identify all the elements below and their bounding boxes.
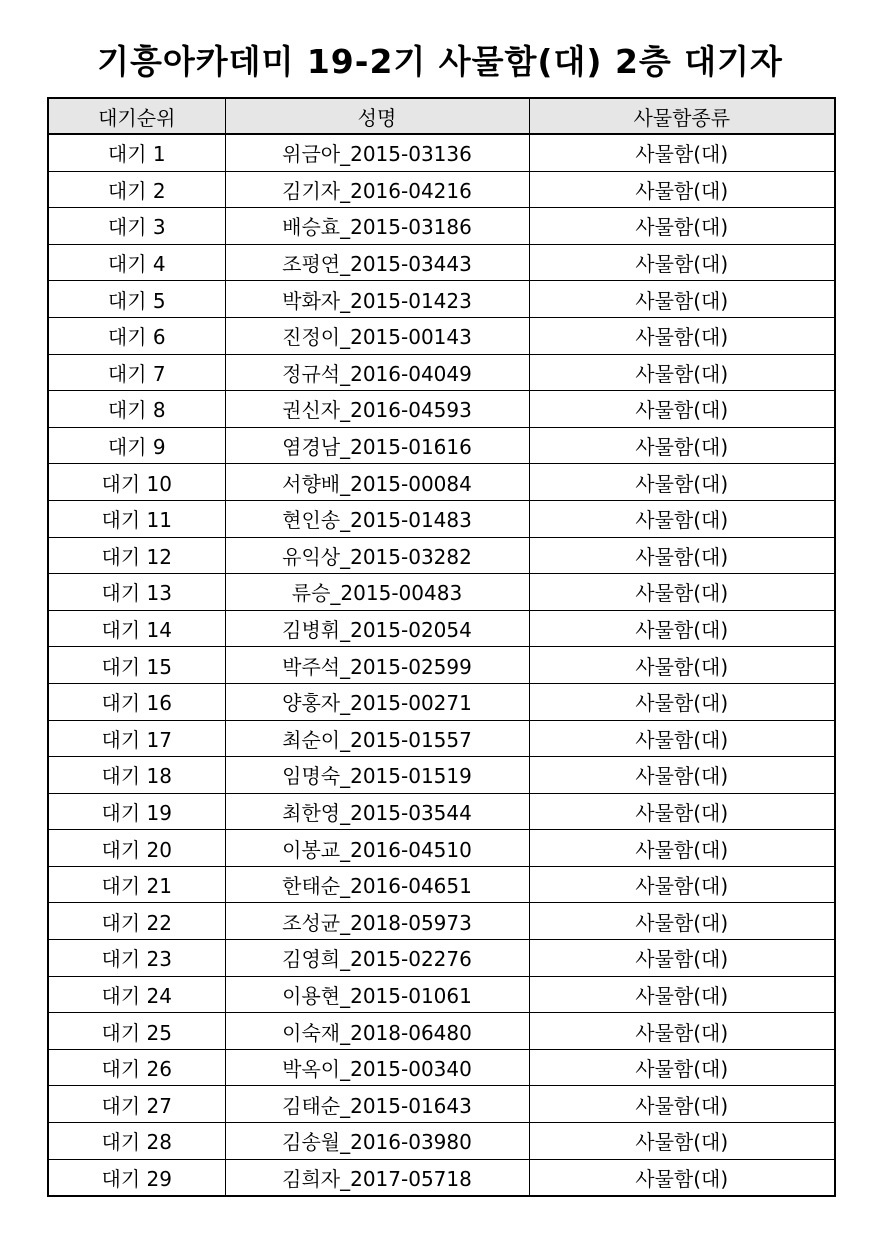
table-row [48,208,835,245]
header-name: 성명 [225,98,529,134]
cell-locker-type: 사물함(대) [529,757,835,794]
cell-name: 양홍자_2015-00271 [225,683,529,720]
cell-rank: 대기 3 [48,208,225,245]
cell-rank: 대기 4 [48,244,225,281]
cell-rank: 대기 11 [48,500,225,537]
table-row [48,537,835,574]
table-row [48,610,835,647]
cell-locker-type: 사물함(대) [529,134,835,171]
cell-locker-type: 사물함(대) [529,574,835,611]
table-row [48,1159,835,1196]
header-locker-type: 사물함종류 [529,98,835,134]
cell-locker-type: 사물함(대) [529,830,835,867]
table-row [48,500,835,537]
table-row [48,427,835,464]
cell-rank: 대기 17 [48,720,225,757]
cell-name: 현인송_2015-01483 [225,500,529,537]
cell-locker-type: 사물함(대) [529,903,835,940]
cell-name: 위금아_2015-03136 [225,134,529,171]
waitlist-table [47,97,836,1197]
table-row [48,903,835,940]
cell-locker-type: 사물함(대) [529,354,835,391]
cell-rank: 대기 25 [48,1013,225,1050]
cell-rank: 대기 1 [48,134,225,171]
cell-locker-type: 사물함(대) [529,171,835,208]
cell-locker-type: 사물함(대) [529,1159,835,1196]
cell-locker-type: 사물함(대) [529,1086,835,1123]
cell-rank: 대기 13 [48,574,225,611]
cell-name: 배승효_2015-03186 [225,208,529,245]
cell-locker-type: 사물함(대) [529,208,835,245]
cell-locker-type: 사물함(대) [529,976,835,1013]
cell-name: 임명숙_2015-01519 [225,757,529,794]
cell-name: 류승_2015-00483 [225,574,529,611]
cell-name: 김태순_2015-01643 [225,1086,529,1123]
cell-locker-type: 사물함(대) [529,464,835,501]
cell-name: 박주석_2015-02599 [225,647,529,684]
header-row [48,98,835,134]
page-title: 기흥아카데미 19-2기 사물함(대) 2층 대기자 [97,42,783,81]
cell-locker-type: 사물함(대) [529,1123,835,1160]
cell-rank: 대기 16 [48,683,225,720]
table-row [48,391,835,428]
cell-name: 조성균_2018-05973 [225,903,529,940]
table-header [48,98,835,134]
cell-locker-type: 사물함(대) [529,1049,835,1086]
table-row [48,683,835,720]
cell-locker-type: 사물함(대) [529,500,835,537]
cell-name: 김기자_2016-04216 [225,171,529,208]
cell-locker-type: 사물함(대) [529,683,835,720]
table-row [48,574,835,611]
cell-name: 한태순_2016-04651 [225,866,529,903]
table-row [48,1086,835,1123]
table-body [48,134,835,1196]
cell-locker-type: 사물함(대) [529,940,835,977]
table-row [48,940,835,977]
cell-name: 최순이_2015-01557 [225,720,529,757]
cell-rank: 대기 15 [48,647,225,684]
cell-name: 정규석_2016-04049 [225,354,529,391]
cell-locker-type: 사물함(대) [529,610,835,647]
table-row [48,1013,835,1050]
table-row [48,757,835,794]
table-row [48,866,835,903]
cell-name: 진정이_2015-00143 [225,317,529,354]
cell-rank: 대기 21 [48,866,225,903]
cell-rank: 대기 29 [48,1159,225,1196]
cell-locker-type: 사물함(대) [529,866,835,903]
cell-rank: 대기 24 [48,976,225,1013]
cell-rank: 대기 9 [48,427,225,464]
cell-rank: 대기 28 [48,1123,225,1160]
cell-locker-type: 사물함(대) [529,391,835,428]
cell-name: 권신자_2016-04593 [225,391,529,428]
table-row [48,354,835,391]
cell-name: 박화자_2015-01423 [225,281,529,318]
cell-name: 박옥이_2015-00340 [225,1049,529,1086]
cell-name: 조평연_2015-03443 [225,244,529,281]
cell-name: 염경남_2015-01616 [225,427,529,464]
cell-rank: 대기 20 [48,830,225,867]
table-row [48,976,835,1013]
cell-locker-type: 사물함(대) [529,1013,835,1050]
table-row [48,134,835,171]
cell-rank: 대기 22 [48,903,225,940]
table-row [48,830,835,867]
cell-rank: 대기 7 [48,354,225,391]
cell-rank: 대기 26 [48,1049,225,1086]
cell-locker-type: 사물함(대) [529,244,835,281]
table-row [48,281,835,318]
cell-locker-type: 사물함(대) [529,793,835,830]
cell-name: 유익상_2015-03282 [225,537,529,574]
cell-name: 김송월_2016-03980 [225,1123,529,1160]
table-row [48,317,835,354]
cell-locker-type: 사물함(대) [529,317,835,354]
cell-rank: 대기 23 [48,940,225,977]
cell-rank: 대기 2 [48,171,225,208]
cell-rank: 대기 12 [48,537,225,574]
cell-rank: 대기 8 [48,391,225,428]
cell-name: 김희자_2017-05718 [225,1159,529,1196]
table-row [48,1123,835,1160]
cell-locker-type: 사물함(대) [529,281,835,318]
table-row [48,1049,835,1086]
table-row [48,464,835,501]
cell-rank: 대기 27 [48,1086,225,1123]
cell-rank: 대기 5 [48,281,225,318]
cell-rank: 대기 14 [48,610,225,647]
cell-name: 김영희_2015-02276 [225,940,529,977]
cell-locker-type: 사물함(대) [529,720,835,757]
cell-rank: 대기 18 [48,757,225,794]
header-rank: 대기순위 [48,98,225,134]
table-row [48,720,835,757]
cell-name: 이용현_2015-01061 [225,976,529,1013]
cell-name: 김병휘_2015-02054 [225,610,529,647]
cell-name: 서향배_2015-00084 [225,464,529,501]
cell-rank: 대기 6 [48,317,225,354]
cell-locker-type: 사물함(대) [529,647,835,684]
table-row [48,171,835,208]
cell-rank: 대기 19 [48,793,225,830]
cell-locker-type: 사물함(대) [529,427,835,464]
cell-name: 이봉교_2016-04510 [225,830,529,867]
cell-name: 이숙재_2018-06480 [225,1013,529,1050]
cell-locker-type: 사물함(대) [529,537,835,574]
table-row [48,647,835,684]
table-row [48,793,835,830]
cell-name: 최한영_2015-03544 [225,793,529,830]
table-row [48,244,835,281]
cell-rank: 대기 10 [48,464,225,501]
